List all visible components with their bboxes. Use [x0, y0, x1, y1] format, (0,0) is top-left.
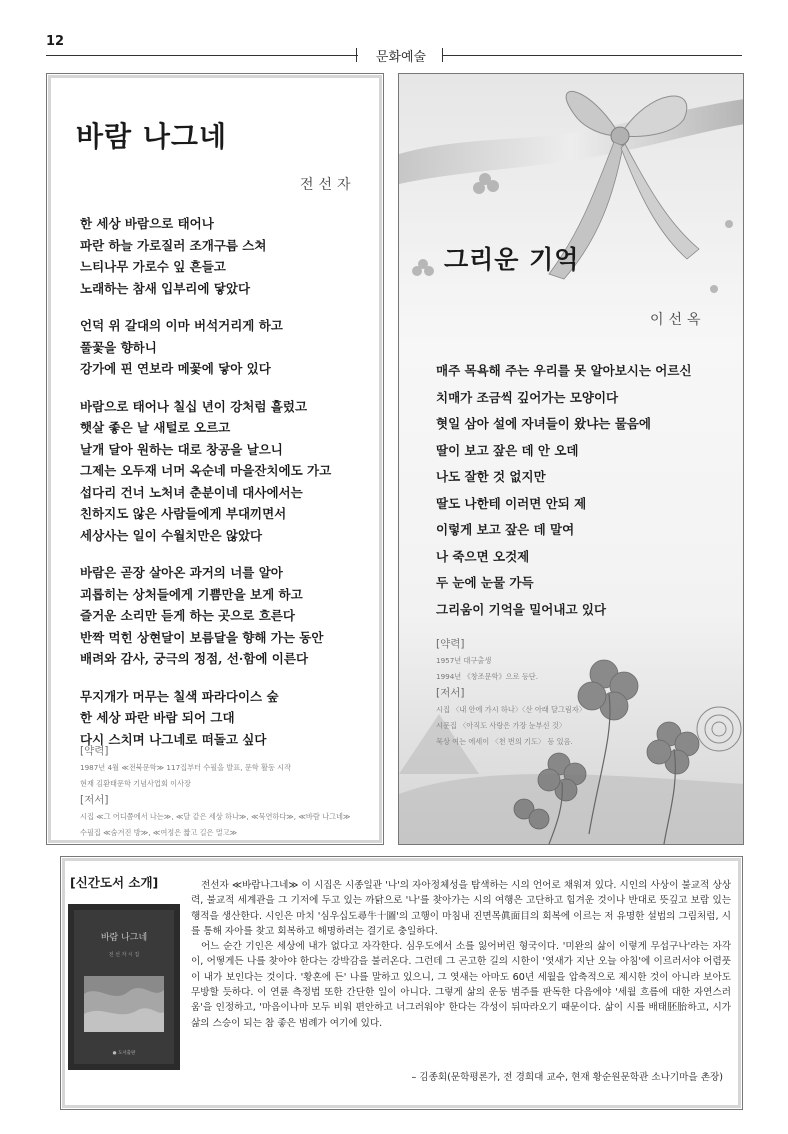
poem-line: 다시 스치며 나그네로 떠돌고 싶다 — [80, 731, 267, 747]
review-paragraph: 어느 순간 기인은 세상에 내가 없다고 자각한다. 심우도에서 소를 잃어버린 형국이다. '미완의 삶이 이렇게 무섭구나'라는 자각이, 어떻게든 나를 찾아야 한다는 강박감을 불러온다. 그런데 그 곤고한 길의 시한이 '엿새가 지난 오늘 아침'에 이르러서야 어렴풋이 내가 보인다는 것이다. '황혼에 든' 나를 말하고 있으니, 그 엿새는 아마도 60년 세월을 압축적으로 제시한 것이 아니라 보아도 무방할 듯하다. 이 연륜 측정법 또한 간단한 일이 아니다. 그렇게 삶의 운동 범주를 판독한 다음에야 '세월 흐름에 대한 자연스러움'을 인정하고, '마음이나마 모두 비워 편안하고 너그러워야' 한다는 각성이 뒤따라오기 때문이다. 삶이 시를 배태胚胎하고, 시가 삶의 스승이 되는 참 좋은 범례가 여기에 있다. — [191, 941, 731, 1029]
left-author-bio — [80, 743, 380, 841]
poem-line: 섭다리 건너 노처녀 춘분이네 대사에서는 — [80, 484, 303, 500]
bio-line: 현재 김환태문학 기념사업회 이사장 — [80, 779, 192, 788]
bio-line: 묵상 여는 에세이 〈천 번의 기도〉 등 있음. — [436, 737, 573, 746]
cover-publisher: ● 도서출판 — [112, 1051, 136, 1056]
bio-line: 1957년 대구출생 — [436, 656, 492, 665]
poem-line: 두 눈에 눈물 가득 — [436, 575, 534, 590]
right-poem-title: 그리운 기억 — [444, 245, 580, 274]
left-poem-body — [80, 213, 370, 766]
reviewer-signature: – 김종회(문학평론가, 전 경희대 교수, 현재 황순원문학관 소나기마을 촌장) — [411, 1072, 723, 1083]
book-cover-art — [68, 904, 180, 1070]
poem-line: 느티나무 가로수 잎 흔들고 — [80, 259, 226, 274]
stanza — [80, 686, 370, 751]
poem-line: 나 죽으면 오것제 — [436, 548, 530, 564]
section-title: 문화예술 — [375, 50, 427, 65]
stanza — [80, 213, 370, 299]
stanza — [80, 562, 370, 670]
header-rule-left — [46, 55, 358, 56]
right-poem-body — [436, 358, 736, 623]
left-poem-author: 전선자 — [300, 177, 356, 193]
right-author-bio — [436, 636, 636, 750]
poem-line: 혓일 삼아 설에 자녀들이 왔냐는 물음에 — [436, 416, 651, 431]
bio-works-heading: [저서] — [436, 687, 465, 699]
bio-line: 1987년 4월 ≪전북문학≫ 117집부터 수필을 발표, 문학 활동 시작 — [80, 763, 292, 772]
header-rule-right — [442, 55, 742, 56]
bio-career-heading: [약력] — [436, 638, 465, 650]
poem-line: 나도 잘한 것 없지만 — [436, 469, 546, 484]
poem-line: 한 세상 바람으로 태어나 — [80, 216, 214, 231]
cover-subtitle: 전 선 자 시 집 — [108, 952, 140, 958]
header-tick-left — [356, 48, 357, 62]
book-review-text — [191, 878, 731, 1031]
poem-line: 언덕 위 갈대의 이마 버석거리게 하고 — [80, 318, 283, 333]
poem-line: 강가에 핀 연보라 메꽃에 닿아 있다 — [80, 361, 271, 376]
poem-line: 그제는 오두재 너머 옥순네 마을잔치에도 가고 — [80, 463, 332, 478]
poem-line: 매주 목욕해 주는 우리를 못 알아보시는 어르신 — [436, 363, 692, 378]
poem-line: 이렇게 보고 잪은 데 말여 — [436, 522, 575, 537]
poem-line: 파란 하늘 가로질러 조개구름 스쳐 — [80, 237, 267, 253]
poem-line: 무지개가 머무는 칠색 파라다이스 숲 — [80, 688, 279, 704]
poem-line: 반짝 먹힌 상현달이 보름달을 향해 가는 동안 — [80, 629, 324, 645]
poem-line: 한 세상 파란 바람 되어 그대 — [80, 710, 235, 725]
poem-line: 딸도 나한테 이러면 안되 제 — [436, 495, 587, 511]
bio-line: 수필집 ≪숨겨진 방≫, ≪여정은 짧고 길은 멀고≫ — [80, 828, 238, 837]
poem-line: 세상사는 일이 수월치만은 않았다 — [80, 527, 263, 543]
bio-line: 1994년 《창조문학》으로 등단. — [436, 672, 539, 681]
cover-title: 바람 나그네 — [100, 933, 148, 943]
poem-line: 노래하는 참새 입부리에 닿았다 — [80, 280, 251, 296]
page-number: 12 — [46, 34, 65, 49]
poem-line: 괴롭히는 상처들에게 기쁨만을 보게 하고 — [80, 586, 303, 602]
poem-line: 날개 달아 원하는 대로 창공을 날으니 — [80, 441, 283, 457]
stanza — [80, 396, 370, 547]
poem-line: 치매가 조금씩 깊어가는 모양이다 — [436, 389, 619, 405]
review-paragraph: 전선자 ≪바람나그네≫ 이 시집은 시종일관 '나'의 자아정체성을 탐색하는 시의 언어로 채워져 있다. 시인의 사상이 불교적 상상력, 불교적 세계관을 그 기저에 두고 있는 까닭으로 '나'를 찾아가는 시의 여행은 고단하고 힘겨운 것이나 반대로 뜻깊고 보람 있는 행적을 생산한다. 시인은 마치 '심우십도尋牛十圖'의 고행이 마침내 진면목眞面目의 회복에 이르는 저 유명한 설법의 그림처럼, 시를 통해 자아를 찾고 회복하고 해명하려는 결기로 충일하다. — [191, 880, 731, 937]
poem-line: 풀꽃을 향하니 — [80, 339, 157, 355]
bio-line: 시문집 〈아직도 사랑은 가장 눈부신 것〉 — [436, 721, 566, 730]
bio-career-heading: [약력] — [80, 745, 109, 757]
poem-line: 배려와 감사, 궁극의 정점, 선·함에 이른다 — [80, 651, 309, 666]
left-poem-title: 바람 나그네 — [76, 120, 227, 153]
bio-line: 시집 ≪그 어디쯤에서 나는≫, ≪달 같은 세상 하나≫, ≪묵연하다≫, ≪바람 나그네≫ — [80, 812, 351, 821]
poem-line: 친하지도 않은 사람들에게 부대끼면서 — [80, 506, 287, 521]
poem-line: 그리움이 기억을 밀어내고 있다 — [436, 601, 607, 617]
poem-line: 즐거운 소리만 듣게 하는 곳으로 흐른다 — [80, 608, 295, 623]
bio-works-heading: [저서] — [80, 794, 109, 806]
poem-line: 바람으로 태어나 칠십 년이 강처럼 흘렀고 — [80, 398, 308, 414]
poem-line: 햇살 좋은 날 새털로 오르고 — [80, 420, 231, 435]
poem-line: 딸이 보고 잪은 데 안 오데 — [436, 442, 579, 458]
stanza — [80, 315, 370, 380]
book-intro-label: [신간도서 소개] — [70, 875, 159, 890]
book-cover-image — [68, 904, 180, 1070]
bio-line: 시집 〈내 안에 가시 하나〉〈산 아래 달그림자〉 — [436, 705, 586, 714]
poem-line: 바람은 곧장 살아온 과거의 너를 알아 — [80, 565, 283, 580]
right-poem-author: 이선옥 — [650, 312, 706, 328]
